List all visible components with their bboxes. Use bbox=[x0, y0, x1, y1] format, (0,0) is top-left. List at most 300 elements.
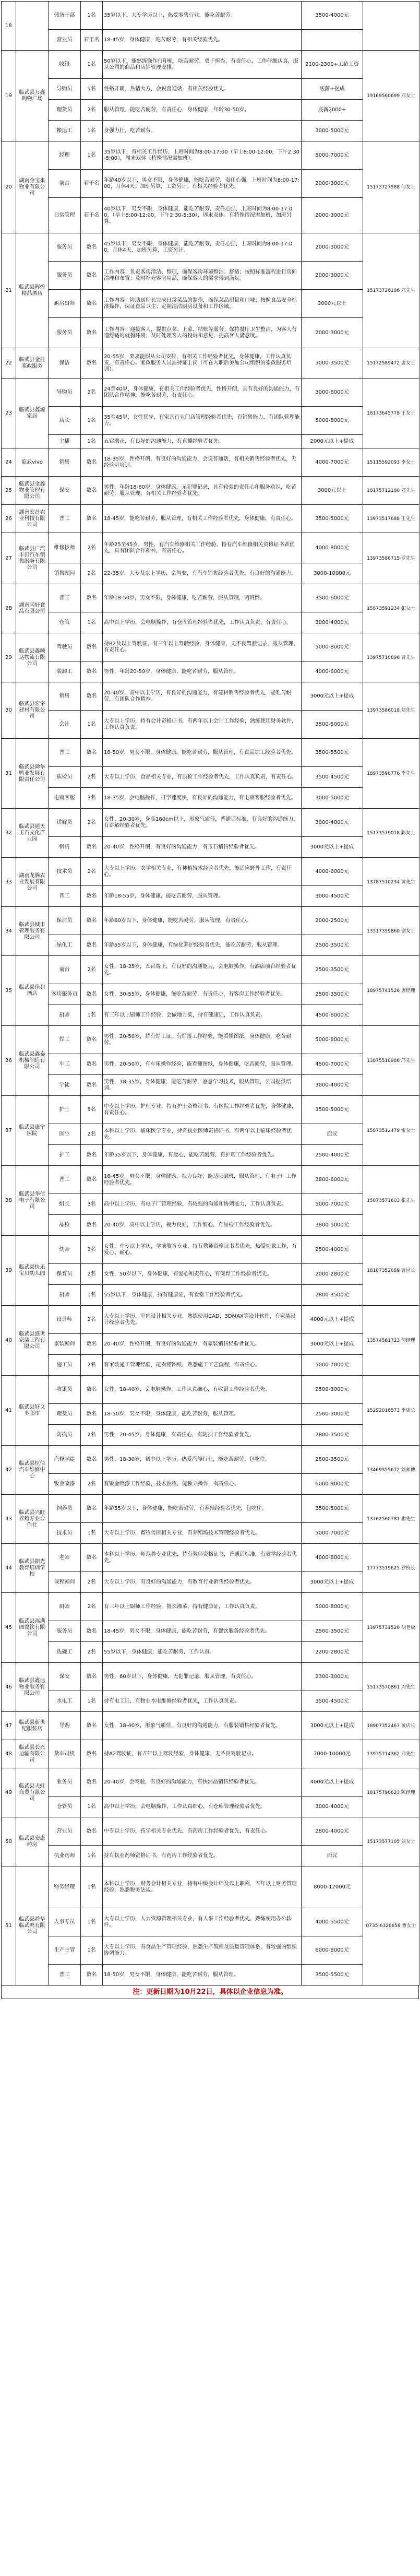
position-name: 服务员 bbox=[49, 262, 81, 290]
row-number: 45 bbox=[2, 1593, 16, 1663]
job-row bbox=[2, 682, 419, 711]
company-name: 临武县鑫顺达物流有限公司 bbox=[16, 633, 49, 682]
hire-count: 若干名 bbox=[81, 30, 103, 51]
contact-info: 13875510986 邝先生 bbox=[363, 1026, 419, 1096]
position-name: 普工 bbox=[49, 1166, 81, 1194]
position-name: 洗碗工 bbox=[49, 1642, 81, 1663]
salary: 7000-10000元 bbox=[302, 1740, 363, 1768]
position-name: 厨房厨师 bbox=[49, 290, 81, 318]
position-name: 收银员 bbox=[49, 1376, 81, 1404]
contact-info: 18907352467 黄店长 bbox=[363, 1712, 419, 1740]
salary: 2800-3500元 bbox=[302, 1285, 363, 1306]
job-row bbox=[2, 141, 419, 170]
job-row bbox=[2, 121, 419, 141]
job-row bbox=[2, 1866, 419, 1908]
salary: 3000-6000元 bbox=[302, 379, 363, 407]
hire-count: 2名 bbox=[81, 1425, 103, 1446]
salary: 4000-8000元 bbox=[302, 533, 363, 563]
hire-count: 数名 bbox=[81, 1075, 103, 1096]
job-requirements: 五官端正，有良好的沟通能力，有直播经验者优先。 bbox=[103, 435, 302, 448]
job-row bbox=[2, 1096, 419, 1124]
hire-count: 数名 bbox=[81, 318, 103, 348]
salary: 3500-5000元 bbox=[302, 1495, 363, 1523]
position-name: 老师 bbox=[49, 1544, 81, 1572]
salary: 2000-3000元 bbox=[302, 170, 363, 198]
hire-count: 2名 bbox=[81, 1642, 103, 1663]
job-requirements: 年龄18-50岁，男女不限，身体健康，吃苦耐劳，服从管理，两班倒。 bbox=[103, 584, 302, 612]
job-requirements: 女性，18-40岁，形象气质佳，有良好的沟通能力，有服装销售经验者优先。 bbox=[103, 1712, 302, 1740]
row-number: 30 bbox=[2, 682, 16, 739]
position-name: 前台 bbox=[49, 956, 81, 984]
hire-count: 1名 bbox=[81, 612, 103, 633]
contact-info: 13975710896 曹先生 bbox=[363, 633, 419, 682]
job-requirements: 高中以上学历，会电脑操作，有仓库管理经验者优先，工作认真负责，有责任心。 bbox=[103, 612, 302, 633]
position-name: 绿化工 bbox=[49, 935, 81, 956]
hire-count: 数名 bbox=[81, 1544, 103, 1572]
row-number: 20 bbox=[2, 141, 16, 233]
position-name: 厨师 bbox=[49, 1005, 81, 1026]
job-requirements: 年龄40岁以下，男女不限，身体健康，能吃苦耐劳，责任心强，上班时间为8:00-17:00，月休4天。加班另算，工资另计。有相关经验者优先。 bbox=[103, 170, 302, 198]
salary: 2000-2800元 bbox=[302, 1264, 363, 1285]
row-number: 49 bbox=[2, 1768, 16, 1817]
job-row bbox=[2, 956, 419, 984]
hire-count: 数名 bbox=[81, 1404, 103, 1425]
job-requirements: 20-40岁，性格开朗，有良好的沟通能力，有玉石销售经验者优先。 bbox=[103, 837, 302, 858]
position-name: 质检员 bbox=[49, 767, 81, 788]
company-name: 临武县鑫达物业服务有限公司 bbox=[16, 1663, 49, 1712]
job-row bbox=[2, 318, 419, 348]
contact-info: 18173645778 王女士 bbox=[363, 379, 419, 448]
company-name: 临武vivo bbox=[16, 448, 49, 477]
job-row bbox=[2, 233, 419, 262]
position-name: 经理 bbox=[49, 141, 81, 170]
company-name: 临武县天虹商贸有限公司 bbox=[16, 1768, 49, 1817]
job-requirements: 18-50岁，男女不限，身体健康，能吃苦耐劳，服从管理，有食品加工经验者优先。 bbox=[103, 739, 302, 767]
job-row bbox=[2, 1026, 419, 1054]
hire-count: 数名 bbox=[81, 233, 103, 262]
job-row bbox=[2, 907, 419, 935]
salary: 3000元以上+提成 bbox=[302, 1712, 363, 1740]
hire-count: 数名 bbox=[81, 886, 103, 907]
position-name: 组长 bbox=[49, 1194, 81, 1215]
hire-count: 数名 bbox=[81, 1376, 103, 1404]
company-name: 湖南尚好食品有限公司 bbox=[16, 584, 49, 633]
job-row bbox=[2, 1215, 419, 1236]
row-number: 32 bbox=[2, 809, 16, 858]
job-requirements: 男性，年龄20-50岁，身体健康，能吃苦耐劳，服从管理。 bbox=[103, 661, 302, 682]
salary: 3000元以上+提成 bbox=[302, 1334, 363, 1355]
hire-count: 2名 bbox=[81, 1572, 103, 1593]
job-row bbox=[2, 1306, 419, 1334]
row-number: 40 bbox=[2, 1306, 16, 1376]
job-requirements: 性格开朗，热情大方，会说普通话，有相关经验优先。 bbox=[103, 79, 302, 100]
contact-info: 15873512479 雷女士 bbox=[363, 1096, 419, 1166]
position-name: 电商客服 bbox=[49, 788, 81, 809]
hire-count: 2名 bbox=[81, 858, 103, 886]
job-requirements: 24至40岁，身体健康，有相关工作经验者优先，性格开朗，具有良好的沟通能力，有团队合作精神，能吃苦耐劳，有责任心。 bbox=[103, 379, 302, 407]
salary: 底薪+提成 bbox=[302, 79, 363, 100]
job-row bbox=[2, 1663, 419, 1691]
job-row bbox=[2, 1768, 419, 1797]
job-requirements: 持A2驾驶证，有五年以上驾驶经验，身体健康，无不良驾驶记录。 bbox=[103, 1740, 302, 1768]
hire-count: 1名 bbox=[81, 407, 103, 435]
hire-count: 1名 bbox=[81, 1005, 103, 1026]
job-requirements: 18-35岁，性格开朗，有良好的沟通能力，会说普通话，有相关销售经验者优先，无经验可培训。 bbox=[103, 448, 302, 477]
contact-info: 15292016573 李店长 bbox=[363, 1376, 419, 1446]
job-requirements: 40岁以下，男女不限，身体健康，能吃苦耐劳，责任心强，上班时间为8:00-17:00，（早上8:00-12:00，下午2:30-5:30），周末双休。有特殊情况需加班，加班另算。 bbox=[103, 198, 302, 233]
job-row bbox=[2, 290, 419, 318]
position-name: 维修技师 bbox=[49, 533, 81, 563]
row-number: 37 bbox=[2, 1096, 16, 1166]
hire-count: 数名 bbox=[81, 837, 103, 858]
job-row bbox=[2, 379, 419, 407]
salary: 面议 bbox=[302, 1846, 363, 1866]
job-table bbox=[1, 1, 419, 1986]
salary: 2300-3000元 bbox=[302, 1663, 363, 1691]
job-requirements: 年龄60岁以下，身体健康，能吃苦耐劳，服从管理，有责任心。 bbox=[103, 907, 302, 935]
hire-count: 若干名 bbox=[81, 170, 103, 198]
job-requirements: 55岁以下，身体健康，能吃苦耐劳，工作认真。 bbox=[103, 1642, 302, 1663]
job-requirements: 身强力壮，吃苦耐劳。 bbox=[103, 121, 302, 141]
job-requirements: 年龄55岁以下，身体健康，有爱心，能吃苦耐劳，有护理工作经验者优先。 bbox=[103, 1145, 302, 1166]
position-name: 货车司机 bbox=[49, 1740, 81, 1768]
hire-count: 1名 bbox=[81, 141, 103, 170]
salary: 3500-5500元 bbox=[302, 739, 363, 767]
row-number: 31 bbox=[2, 739, 16, 809]
job-row bbox=[2, 51, 419, 79]
hire-count: 数名 bbox=[81, 1495, 103, 1523]
salary: 4500-6000元 bbox=[302, 1005, 363, 1026]
job-requirements: 持B2及以上驾驶证，有三年以上驾驶经验，身体健康，无不良驾驶记录，服从管理，有责任心。 bbox=[103, 633, 302, 661]
salary: 8000-12000元 bbox=[302, 1866, 363, 1908]
hire-count: 数名 bbox=[81, 907, 103, 935]
position-name: 护工 bbox=[49, 1145, 81, 1166]
hire-count: 数名 bbox=[81, 1768, 103, 1797]
company-name: 临武县恒信汽车维修中心 bbox=[16, 1446, 49, 1495]
hire-count: 2名 bbox=[81, 563, 103, 584]
salary: 面议 bbox=[302, 1124, 363, 1145]
contact-info: 13517359860 谢女士 bbox=[363, 907, 419, 956]
hire-count: 3名 bbox=[81, 1236, 103, 1264]
job-row bbox=[2, 711, 419, 739]
contact-info: 13469355672 刘师傅 bbox=[363, 1446, 419, 1495]
job-requirements: 20-55岁，要求能服从公司安排，有相关工作经验者优先，身体健康，工作认真负责，有责任心。家政服务人员需持证上岗（可在入职后参加公司组织的家政服务培训）。 bbox=[103, 348, 302, 379]
row-number: 21 bbox=[2, 233, 16, 348]
position-name: 导购 bbox=[49, 1712, 81, 1740]
hire-count: 1名 bbox=[81, 435, 103, 448]
row-number: 48 bbox=[2, 1740, 16, 1768]
salary: 2000-3000元 bbox=[302, 198, 363, 233]
salary: 5000-7000元 bbox=[302, 1194, 363, 1215]
update-note: 注：更新日期为10月22日，具体以企业信息为准。 bbox=[1, 1986, 419, 1999]
job-requirements: 男性，20-50岁，持有焊工证，有焊接工作经验，能看懂图纸，身体健康，吃苦耐劳。 bbox=[103, 1026, 302, 1054]
job-row bbox=[2, 935, 419, 956]
hire-count: 数名 bbox=[81, 739, 103, 767]
row-number: 18 bbox=[2, 2, 16, 51]
company-name: 临武县舜华鸭业发展有限责任公司 bbox=[16, 739, 49, 809]
job-row bbox=[2, 348, 419, 379]
job-requirements: 工作内容：迎接客人，提供点菜、上菜、结账等服务；保持餐厅卫生整洁，为客人营造舒适的就餐环境；及时处理客人的投诉和意见，提高客人满意度。 bbox=[103, 318, 302, 348]
job-requirements: 18-45岁，男女不限，身体健康，能吃苦耐劳，有餐饮服务经验者优先。 bbox=[103, 1621, 302, 1642]
job-row bbox=[2, 170, 419, 198]
hire-count: 5名 bbox=[81, 79, 103, 100]
job-requirements: 大专以上学历，有良好的沟通能力，有教育行业销售经验者优先。 bbox=[103, 1572, 302, 1593]
hire-count: 数名 bbox=[81, 1621, 103, 1642]
salary: 2500-3500元 bbox=[302, 956, 363, 984]
job-requirements: 45岁以下，男女不限，身体健康，能吃苦耐劳，责任心强，上班时间为8:00-17:00，月休4天，加班另算，工资另计。 bbox=[103, 233, 302, 262]
hire-count: 数名 bbox=[81, 448, 103, 477]
contact-info: 15173726186 邓先生 bbox=[363, 233, 419, 348]
position-name: 营业员 bbox=[49, 30, 81, 51]
job-row bbox=[2, 1355, 419, 1376]
contact-info: 15173727588 何女士 bbox=[363, 141, 419, 233]
company-name: 临武县盛世家装工程有限公司 bbox=[16, 1306, 49, 1376]
job-requirements: 中专以上学历，护理专业，持有护士资格证书，有医院工作经验者优先，身体健康，有责任心。 bbox=[103, 1096, 302, 1124]
position-name: 装卸工 bbox=[49, 661, 81, 682]
salary: 3500-4000元 bbox=[302, 2, 363, 30]
job-row bbox=[2, 1495, 419, 1523]
contact-info bbox=[363, 2, 419, 51]
position-name: 日常管理 bbox=[49, 198, 81, 233]
hire-count: 2名 bbox=[81, 1593, 103, 1621]
job-requirements: 男性，20-45岁，身体健康，有责任心，有防损工作经验者优先。 bbox=[103, 1425, 302, 1446]
salary: 2500-3500元 bbox=[302, 935, 363, 956]
salary: 3000-4000元 bbox=[302, 1797, 363, 1817]
hire-count: 1名 bbox=[81, 1285, 103, 1306]
job-requirements: 大专以上学历，畜牧兽医相关专业，有养殖场技术管理经验者优先。 bbox=[103, 1523, 302, 1544]
salary: 3000元以上+提成 bbox=[302, 1572, 363, 1593]
company-name: 临武县安康药房 bbox=[16, 1817, 49, 1866]
position-name: 幼师 bbox=[49, 1236, 81, 1264]
job-requirements: 50岁以下，能熟练操作打印机，吃苦耐劳，勇于担当，有责任心，工作仔细认真，服从公司的商品和店铺管理安排。 bbox=[103, 51, 302, 79]
job-row bbox=[2, 79, 419, 100]
job-requirements: 女性，30-55岁，身体健康，能吃苦耐劳，有责任心，有客房工作经验者优先。 bbox=[103, 984, 302, 1005]
job-requirements: 本科以上学历，师范类专业优先，持有教师资格证书，普通话标准，有教学经验者优先。 bbox=[103, 1544, 302, 1572]
job-requirements: 大专以上学历，室内设计相关专业，熟练使用CAD、3DMAX等设计软件，有家装设计经验者优先。 bbox=[103, 1306, 302, 1334]
job-row bbox=[2, 1376, 419, 1404]
job-row bbox=[2, 739, 419, 767]
row-number: 22 bbox=[2, 348, 16, 379]
position-name: 财务经理 bbox=[49, 1866, 81, 1908]
job-row bbox=[2, 100, 419, 121]
hire-count: 1名 bbox=[81, 1846, 103, 1866]
salary: 3000元以上 bbox=[302, 290, 363, 318]
job-requirements: 中专以上学历，药学相关专业优先，有药房工作经验者优先，有责任心。 bbox=[103, 1817, 302, 1846]
hire-count: 数名 bbox=[81, 1026, 103, 1054]
job-row bbox=[2, 837, 419, 858]
hire-count: 数名 bbox=[81, 1817, 103, 1846]
job-row bbox=[2, 1166, 419, 1194]
job-requirements: 大专以上学历，持有会计资格证书，有两年以上会计工作经验，熟练使用财务软件，工作认真负责。 bbox=[103, 711, 302, 739]
position-name: 保安 bbox=[49, 1663, 81, 1691]
hire-count: 数名 bbox=[81, 1054, 103, 1075]
salary: 5000-8000元 bbox=[302, 633, 363, 661]
hire-count: 3名 bbox=[81, 788, 103, 809]
position-name: 理货员 bbox=[49, 100, 81, 121]
company-name: 湖南金宝来物业有限公司 bbox=[16, 141, 49, 233]
company-name bbox=[16, 2, 49, 51]
job-requirements: 工作内容：负责客房清洁、整理，确保客房环境整洁、舒适；按照标准流程进行房间清理和布置；及时补充客房用品，确保客人的需求得到满足。 bbox=[103, 262, 302, 290]
job-requirements: 55岁以下，身体健康，持有健康证，有食堂工作经验者优先。 bbox=[103, 1285, 302, 1306]
job-requirements: 18-50岁，男女不限，身体健康，能吃苦耐劳，服从管理。 bbox=[103, 1965, 302, 1986]
hire-count: 数名 bbox=[81, 1663, 103, 1691]
row-number: 28 bbox=[2, 584, 16, 633]
salary: 3500-5000元 bbox=[302, 711, 363, 739]
job-row bbox=[2, 1264, 419, 1285]
hire-count: 2名 bbox=[81, 767, 103, 788]
job-row bbox=[2, 1145, 419, 1166]
hire-count: 数名 bbox=[81, 505, 103, 533]
row-number: 47 bbox=[2, 1712, 16, 1740]
row-number: 33 bbox=[2, 858, 16, 907]
position-name: 保育员 bbox=[49, 1264, 81, 1285]
salary: 2000-2500元 bbox=[302, 907, 363, 935]
hire-count: 若干名 bbox=[81, 198, 103, 233]
company-name: 临武县金鑫物业管理有限公司 bbox=[16, 477, 49, 505]
salary: 3500-5000元 bbox=[302, 1096, 363, 1124]
job-requirements: 女性，18-35岁，五官端正，有良好的沟通能力，会电脑操作，有酒店前台经验者优先。 bbox=[103, 956, 302, 984]
position-name: 执业药师 bbox=[49, 1846, 81, 1866]
hire-count: 数名 bbox=[81, 1145, 103, 1166]
hire-count: 2名 bbox=[81, 1306, 103, 1334]
job-requirements: 20-40岁，会驾驶，有良好的沟通能力，有快消品销售经验者优先。 bbox=[103, 1768, 302, 1797]
job-row bbox=[2, 477, 419, 505]
job-requirements: 女性，18-40岁，会电脑操作，工作认真细心，有收银工作经验者优先。 bbox=[103, 1376, 302, 1404]
job-requirements: 大专以上学历，有食品生产管理经验，熟悉生产流程及质量管理体系，有较强的组织协调能力。 bbox=[103, 1936, 302, 1965]
hire-count: 2名 bbox=[81, 809, 103, 837]
job-row bbox=[2, 533, 419, 563]
job-requirements: 有三年以上厨师工作经验，会做地方菜，持有健康证，工作认真负责。 bbox=[103, 1005, 302, 1026]
company-name: 临武县通天玉石文化产业园 bbox=[16, 809, 49, 858]
company-name: 湖南宏昌农业科技有限公司 bbox=[16, 505, 49, 533]
company-name: 临武县鑫源家居 bbox=[16, 379, 49, 448]
hire-count: 1名 bbox=[81, 1691, 103, 1712]
position-name: 业务员 bbox=[49, 1768, 81, 1797]
salary: 3500-4500元 bbox=[302, 1691, 363, 1712]
salary: 2000元以上+提成 bbox=[302, 435, 363, 448]
hire-count: 数名 bbox=[81, 935, 103, 956]
salary: 6000-9000元 bbox=[302, 1474, 363, 1495]
job-row bbox=[2, 262, 419, 290]
position-name: 水电工 bbox=[49, 1691, 81, 1712]
contact-info: 15873591234 张女士 bbox=[363, 584, 419, 633]
salary: 3800-5000元 bbox=[302, 1215, 363, 1236]
job-row bbox=[2, 1621, 419, 1642]
job-requirements: 女性，20-30岁，身高160cm以上，形象气质佳，普通话标准，有良好的沟通能力，有讲解经验者优先。 bbox=[103, 809, 302, 837]
position-name: 驾驶员 bbox=[49, 633, 81, 661]
job-requirements: 有钣金喷漆工作经验，技术熟练，能独立操作，有责任心。 bbox=[103, 1474, 302, 1495]
salary: 3000-5000元 bbox=[302, 121, 363, 141]
salary: 2800-3500元 bbox=[302, 1425, 363, 1446]
job-requirements: 20-40岁，高中以上学历，视力良好，工作细心，有品检工作经验者优先。 bbox=[103, 1215, 302, 1236]
company-name: 临武县福满园餐饮有限公司 bbox=[16, 1593, 49, 1663]
job-row bbox=[2, 1446, 419, 1474]
salary: 3500-5500元 bbox=[302, 1965, 363, 1986]
job-row bbox=[2, 1334, 419, 1355]
salary: 3000-4000元 bbox=[302, 1075, 363, 1096]
hire-count: 1名 bbox=[81, 51, 103, 79]
contact-info: 18107352689 曹园长 bbox=[363, 1236, 419, 1306]
row-number: 38 bbox=[2, 1166, 16, 1236]
salary: 3500-4500元 bbox=[302, 767, 363, 788]
job-requirements: 22-35岁，大专及以上学历，会驾驶，有汽车销售经验者优先，有良好的沟通能力。 bbox=[103, 563, 302, 584]
job-row bbox=[2, 2, 419, 30]
hire-count: 3名 bbox=[81, 1194, 103, 1215]
position-name: 施工员 bbox=[49, 1355, 81, 1376]
job-requirements: 年龄55岁以下，身体健康，能吃苦耐劳，有养殖经验者优先，包吃住。 bbox=[103, 1495, 302, 1523]
hire-count: 2名 bbox=[81, 100, 103, 121]
salary: 6000-8000元 bbox=[302, 1936, 363, 1965]
job-requirements: 有家装施工管理经验，能看懂图纸，熟悉施工工艺流程，有责任心。 bbox=[103, 1355, 302, 1376]
job-row bbox=[2, 788, 419, 809]
hire-count: 数名 bbox=[81, 1334, 103, 1355]
position-name: 普工 bbox=[49, 739, 81, 767]
job-row bbox=[2, 1846, 419, 1866]
position-name: 技术员 bbox=[49, 1523, 81, 1544]
position-name: 销售顾问 bbox=[49, 563, 81, 584]
row-number: 50 bbox=[2, 1817, 16, 1866]
salary: 5000-7000元 bbox=[302, 141, 363, 170]
job-requirements: 本科以上学历，临床医学专业，持有执业医师资格证书，有两年以上临床经验者优先。 bbox=[103, 1124, 302, 1145]
job-requirements: 工作内容：协助厨师长完成日常菜品的制作，确保菜品质量和口味；按照食品安全标准操作，保证食品卫生；定期清洁厨房设备和工作区域。 bbox=[103, 290, 302, 318]
salary: 2500-3500元 bbox=[302, 984, 363, 1005]
salary: 3000-4500元 bbox=[302, 886, 363, 907]
contact-info: 13762560781 廖先生 bbox=[363, 1495, 419, 1544]
salary: 4000-8000元 bbox=[302, 1544, 363, 1572]
row-number: 51 bbox=[2, 1866, 16, 1986]
position-name: 保安 bbox=[49, 477, 81, 505]
salary: 5000-7000元 bbox=[302, 1523, 363, 1544]
salary: 3000-5000元 bbox=[302, 788, 363, 809]
salary: 2000-3000元 bbox=[302, 318, 363, 348]
position-name: 课程顾问 bbox=[49, 1572, 81, 1593]
row-number: 19 bbox=[2, 51, 16, 141]
contact-info: 19169560699 邓女士 bbox=[363, 51, 419, 141]
contact-info: 15172589472 唐女士 bbox=[363, 348, 419, 379]
salary: 2000-3000元 bbox=[302, 262, 363, 290]
company-name: 临武县辉煌精品酒店 bbox=[16, 233, 49, 348]
salary: 3000-3500元 bbox=[302, 348, 363, 379]
job-row bbox=[2, 407, 419, 435]
job-row bbox=[2, 612, 419, 633]
job-requirements: 20-40岁，性格开朗，有良好的沟通能力，有家装销售经验者优先。 bbox=[103, 1334, 302, 1355]
row-number: 44 bbox=[2, 1544, 16, 1593]
salary bbox=[302, 30, 363, 51]
contact-info: 13787510234 黄先生 bbox=[363, 858, 419, 907]
company-name: 临武县金桂家政服务 bbox=[16, 348, 49, 379]
hire-count: 2名 bbox=[81, 1264, 103, 1285]
job-requirements: 服从管理，能吃苦耐劳，有责任心，身体健康，年龄30-50岁。 bbox=[103, 100, 302, 121]
job-row bbox=[2, 1194, 419, 1215]
hire-count: 2名 bbox=[81, 1474, 103, 1495]
job-requirements: 18-50岁，男女不限，身体健康，能吃苦耐劳，服从管理。 bbox=[103, 1404, 302, 1425]
job-row bbox=[2, 1005, 419, 1026]
position-name: 理货员 bbox=[49, 1404, 81, 1425]
salary: 3000元以上 bbox=[302, 477, 363, 505]
company-name: 临武县华信电子有限公司 bbox=[16, 1166, 49, 1236]
job-row bbox=[2, 1936, 419, 1965]
position-name: 汽修学徒 bbox=[49, 1446, 81, 1474]
salary: 2500-3500元 bbox=[302, 1621, 363, 1642]
salary: 3000-4000元 bbox=[302, 809, 363, 837]
position-name: 家装顾问 bbox=[49, 1334, 81, 1355]
job-row bbox=[2, 1544, 419, 1572]
contact-info: 13973586715 罗先生 bbox=[363, 533, 419, 584]
company-name: 临武县广汽丰田汽车销售服务有限公司 bbox=[16, 533, 49, 584]
salary: 2500-4000元 bbox=[302, 1236, 363, 1264]
company-name: 临武县佳和酒店 bbox=[16, 956, 49, 1026]
job-requirements: 本科以上学历，财务会计相关专业，持有中级会计师及以上职称，五年以上财务管理经验，熟悉税务法规。 bbox=[103, 1866, 302, 1908]
